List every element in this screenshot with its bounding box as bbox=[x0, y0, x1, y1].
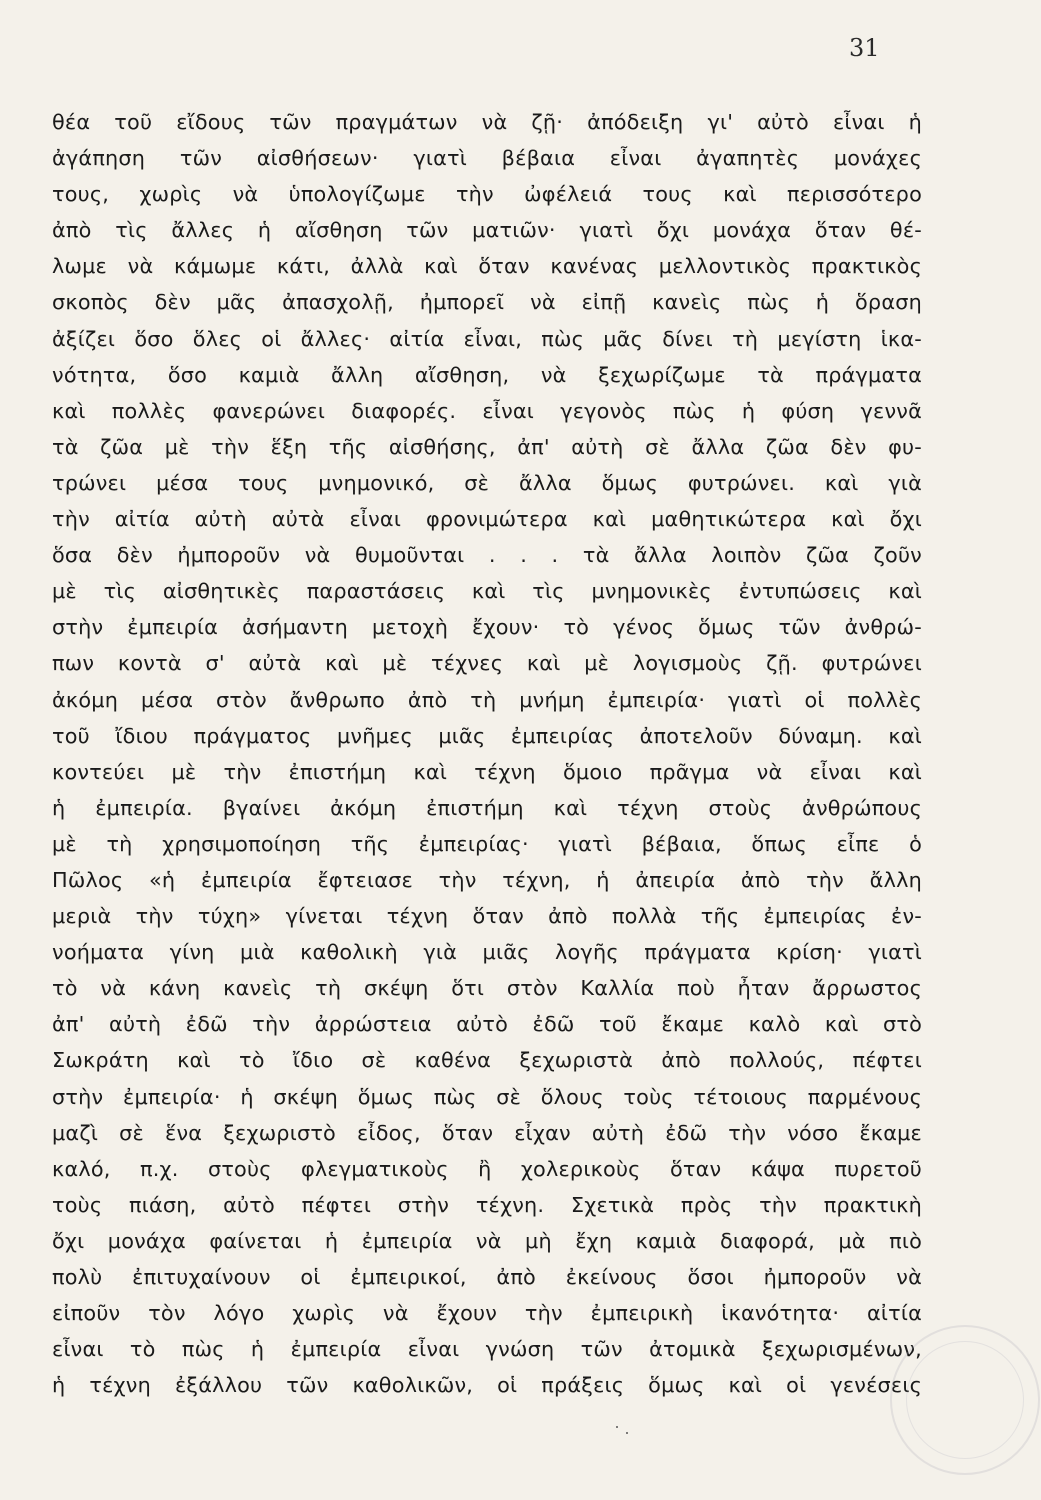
text-line: καλό, π.χ. στοὺς φλεγματικοὺς ἢ χολερικοὺς ὅταν κάψα πυρετοῦ bbox=[52, 1156, 922, 1181]
text-line: ἀπ' αὐτὴ ἐδῶ τὴν ἀρρώστεια αὐτὸ ἐδῶ τοῦ ἔκαμε καλὸ καὶ στὸ bbox=[52, 1012, 922, 1037]
text-line: ἀκόμη μέσα στὸν ἄνθρωπο ἀπὸ τὴ μνήμη ἐμπειρία· γιατὶ οἱ πολλὲς bbox=[52, 687, 922, 712]
text-line: πων κοντὰ σ' αὐτὰ καὶ μὲ τέχνες καὶ μὲ λογισμοὺς ζῇ. φυτρώνει bbox=[52, 651, 922, 676]
text-line: πολὺ ἐπιτυχαίνουν οἱ ἐμπειρικοί, ἀπὸ ἐκείνους ὅσοι ἠμποροῦν νὰ bbox=[52, 1265, 922, 1289]
text-line: τοὺς πιάση, αὐτὸ πέφτει στὴν τέχνη. Σχετικὰ πρὸς τὴν πρακτικὴ bbox=[52, 1192, 922, 1217]
text-line: τρώνει μέσα τους μνημονικό, σὲ ἄλλα ὅμως φυτρώνει. καὶ γιὰ bbox=[52, 470, 922, 495]
text-line: μὲ τὶς αἰσθητικὲς παραστάσεις καὶ τὶς μνημονικὲς ἐντυπώσεις καὶ bbox=[52, 579, 922, 604]
text-line: τὸ νὰ κάνη κανεὶς τὴ σκέψη ὅτι στὸν Καλλία ποὺ ἦταν ἄρρωστος bbox=[52, 976, 922, 1001]
text-line: τὴν αἰτία αὐτὴ αὐτὰ εἶναι φρονιμώτερα καὶ μαθητικώτερα καὶ ὄχι bbox=[52, 507, 922, 532]
text-line: ὄχι μονάχα φαίνεται ἡ ἐμπειρία νὰ μὴ ἔχη καμιὰ διαφορά, μὰ πιὸ bbox=[52, 1228, 922, 1253]
text-line: καὶ πολλὲς φανερώνει διαφορές. εἶναι γεγονὸς πὼς ἡ φύση γεννᾶ bbox=[52, 398, 922, 423]
text-line: εἰποῦν τὸν λόγο χωρὶς νὰ ἔχουν τὴν ἐμπειρικὴ ἱκανότητα· αἰτία bbox=[52, 1301, 922, 1326]
text-line: τους, χωρὶς νὰ ὑπολογίζωμε τὴν ὠφέλειά τους καὶ περισσότερο bbox=[52, 182, 922, 207]
text-line: Πῶλος «ἡ ἐμπειρία ἔφτειασε τὴν τέχνη, ἡ ἀπειρία ἀπὸ τὴν ἄλλη bbox=[52, 867, 922, 892]
text-line: εἶναι τὸ πὼς ἡ ἐμπειρία εἶναι γνώση τῶν ἀτομικὰ ξεχωρισμένων, bbox=[52, 1337, 922, 1362]
text-line: στὴν ἐμπειρία· ἡ σκέψη ὅμως πὼς σὲ ὅλους τοὺς τέτοιους παρμένους bbox=[52, 1084, 922, 1109]
library-stamp-inner-ring bbox=[906, 1341, 1024, 1459]
library-stamp bbox=[890, 1325, 1040, 1475]
print-speck bbox=[626, 1432, 628, 1434]
text-line: ἡ ἐμπειρία. βγαίνει ἀκόμη ἐπιστήμη καὶ τέχνη στοὺς ἀνθρώπους bbox=[52, 795, 922, 820]
print-speck bbox=[616, 1426, 618, 1428]
page-number: 31 bbox=[849, 34, 880, 62]
text-line: ἀγάπηση τῶν αἰσθήσεων· γιατὶ βέβαια εἶναι ἀγαπητὲς μονάχες bbox=[52, 146, 922, 171]
text-line: νότητα, ὅσο καμιὰ ἄλλη αἴσθηση, νὰ ξεχωρίζωμε τὰ πράγματα bbox=[52, 362, 922, 387]
text-line: ὅσα δὲν ἠμποροῦν νὰ θυμοῦνται . . . τὰ ἄλλα λοιπὸν ζῶα ζοῦν bbox=[52, 543, 922, 568]
body-text bbox=[52, 104, 922, 1403]
text-line: μὲ τὴ χρησιμοποίηση τῆς ἐμπειρίας· γιατὶ βέβαια, ὅπως εἶπε ὁ bbox=[52, 831, 922, 856]
text-line: ἡ τέχνη ἐξάλλου τῶν καθολικῶν, οἱ πράξεις ὅμως καὶ οἱ γενέσεις bbox=[52, 1373, 922, 1398]
text-line: θέα τοῦ εἴδους τῶν πραγμάτων νὰ ζῇ· ἀπόδειξη γι' αὐτὸ εἶναι ἡ bbox=[52, 110, 922, 134]
text-line: τοῦ ἴδιου πράγματος μνῆμες μιᾶς ἐμπειρίας ἀποτελοῦν δύναμη. καὶ bbox=[52, 723, 922, 748]
text-line: μαζὶ σὲ ἕνα ξεχωριστὸ εἶδος, ὅταν εἶχαν αὐτὴ ἐδῶ τὴν νόσο ἔκαμε bbox=[52, 1120, 922, 1145]
text-line: ἀξίζει ὅσο ὅλες οἱ ἄλλες· αἰτία εἶναι, πὼς μᾶς δίνει τὴ μεγίστη ἱκα- bbox=[52, 326, 922, 351]
text-line: κοντεύει μὲ τὴν ἐπιστήμη καὶ τέχνη ὅμοιο πρᾶγμα νὰ εἶναι καὶ bbox=[52, 759, 922, 784]
text-line: στὴν ἐμπειρία ἀσήμαντη μετοχὴ ἔχουν· τὸ γένος ὅμως τῶν ἀνθρώ- bbox=[52, 615, 922, 640]
text-line: ἀπὸ τὶς ἄλλες ἡ αἴσθηση τῶν ματιῶν· γιατὶ ὄχι μονάχα ὅταν θέ- bbox=[52, 218, 922, 243]
text-line: τὰ ζῶα μὲ τὴν ἕξη τῆς αἰσθήσης, ἀπ' αὐτὴ σὲ ἄλλα ζῶα δὲν φυ- bbox=[52, 434, 922, 459]
text-line: λωμε νὰ κάμωμε κάτι, ἀλλὰ καὶ ὅταν κανένας μελλοντικὸς πρακτικὸς bbox=[52, 254, 922, 279]
text-line: Σωκράτη καὶ τὸ ἴδιο σὲ καθένα ξεχωριστὰ ἀπὸ πολλούς, πέφτει bbox=[52, 1048, 922, 1073]
text-line: μεριὰ τὴν τύχη» γίνεται τέχνη ὅταν ἀπὸ πολλὰ τῆς ἐμπειρίας ἐν- bbox=[52, 904, 922, 929]
text-line: νοήματα γίνη μιὰ καθολικὴ γιὰ μιᾶς λογῆς πράγματα κρίση· γιατὶ bbox=[52, 940, 922, 965]
text-line: σκοπὸς δὲν μᾶς ἀπασχολῇ, ἠμπορεῖ νὰ εἰπῇ κανεὶς πὼς ἡ ὅραση bbox=[52, 290, 922, 315]
